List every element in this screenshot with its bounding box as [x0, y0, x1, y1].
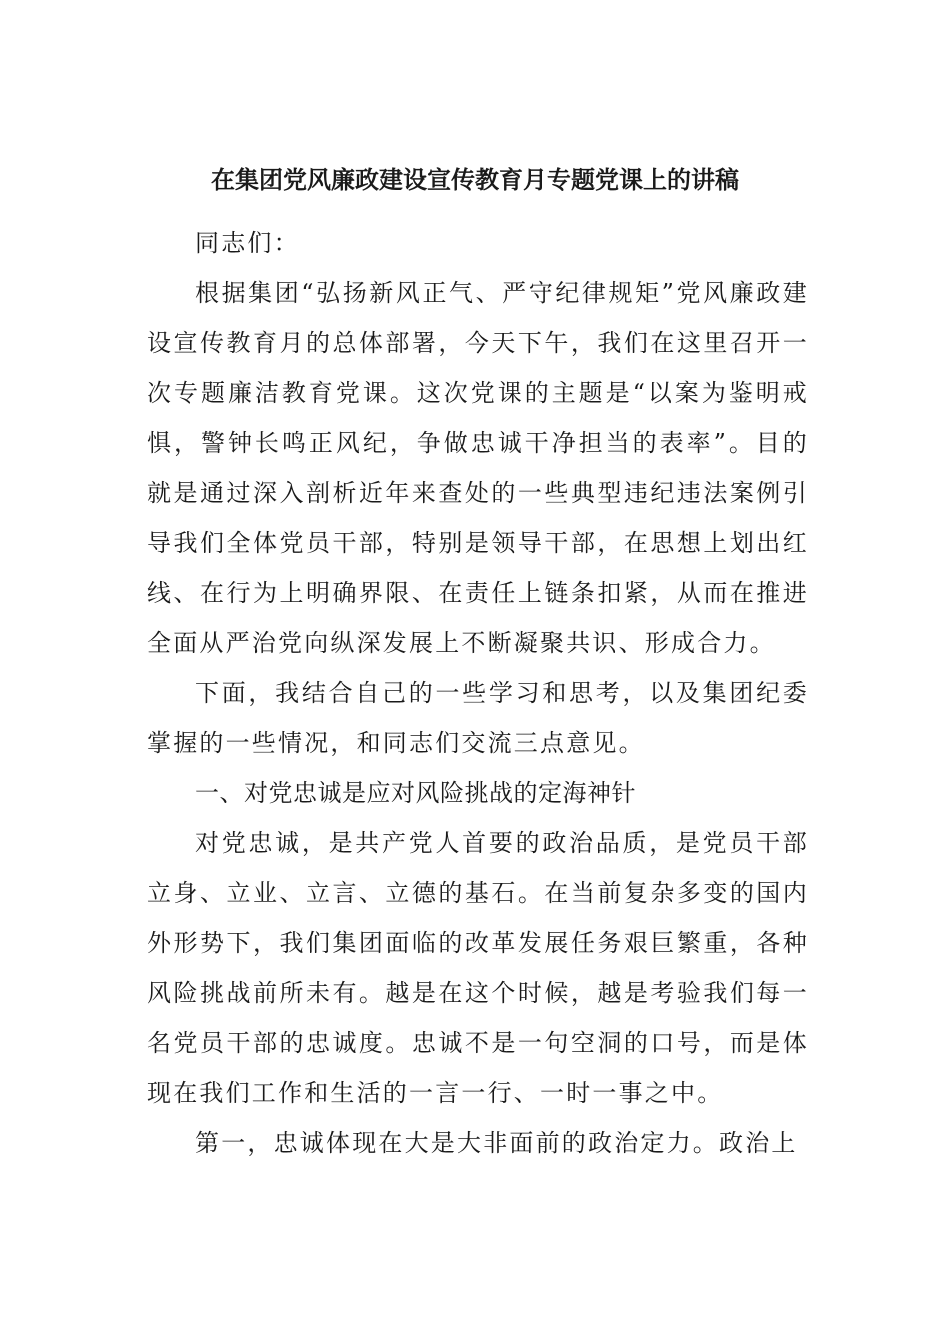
document-body	[147, 218, 809, 1168]
paragraph-loyalty: 对党忠诚，是共产党人首要的政治品质，是党员干部立身、立业、立言、立德的基石。在当前复杂多变的国内外形势下，我们集团面临的改革发展任务艰巨繁重，各种风险挑战前所未有。越是在这个时候，越是考验我们每一名党员干部的忠诚度。忠诚不是一句空洞的口号，而是体现在我们工作和生活的一言一行、一时一事之中。	[147, 829, 809, 1107]
paragraph-overview: 下面，我结合自己的一些学习和思考，以及集团纪委掌握的一些情况，和同志们交流三点意见。	[147, 679, 809, 757]
document-title: 在集团党风廉政建设宣传教育月专题党课上的讲稿	[211, 165, 739, 194]
salutation: 同志们：	[195, 229, 300, 257]
paragraph-first-point: 第一，忠诚体现在大是大非面前的政治定力。政治上	[195, 1129, 798, 1157]
paragraph-intro: 根据集团“弘扬新风正气、严守纪律规矩”党风廉政建设宣传教育月的总体部署，今天下午，我们在这里召开一次专题廉洁教育党课。这次党课的主题是“以案为鉴明戒惧，警钟长鸣正风纪，争做忠诚干净担当的表率”。目的就是通过深入剖析近年来查处的一些典型违纪违法案例引导我们全体党员干部，特别是领导干部，在思想上划出红线、在行为上明确界限、在责任上链条扣紧，从而在推进全面从严治党向纵深发展上不断凝聚共识、形成合力。	[147, 279, 809, 657]
section-heading: 一、对党忠诚是应对风险挑战的定海神针	[195, 779, 636, 807]
